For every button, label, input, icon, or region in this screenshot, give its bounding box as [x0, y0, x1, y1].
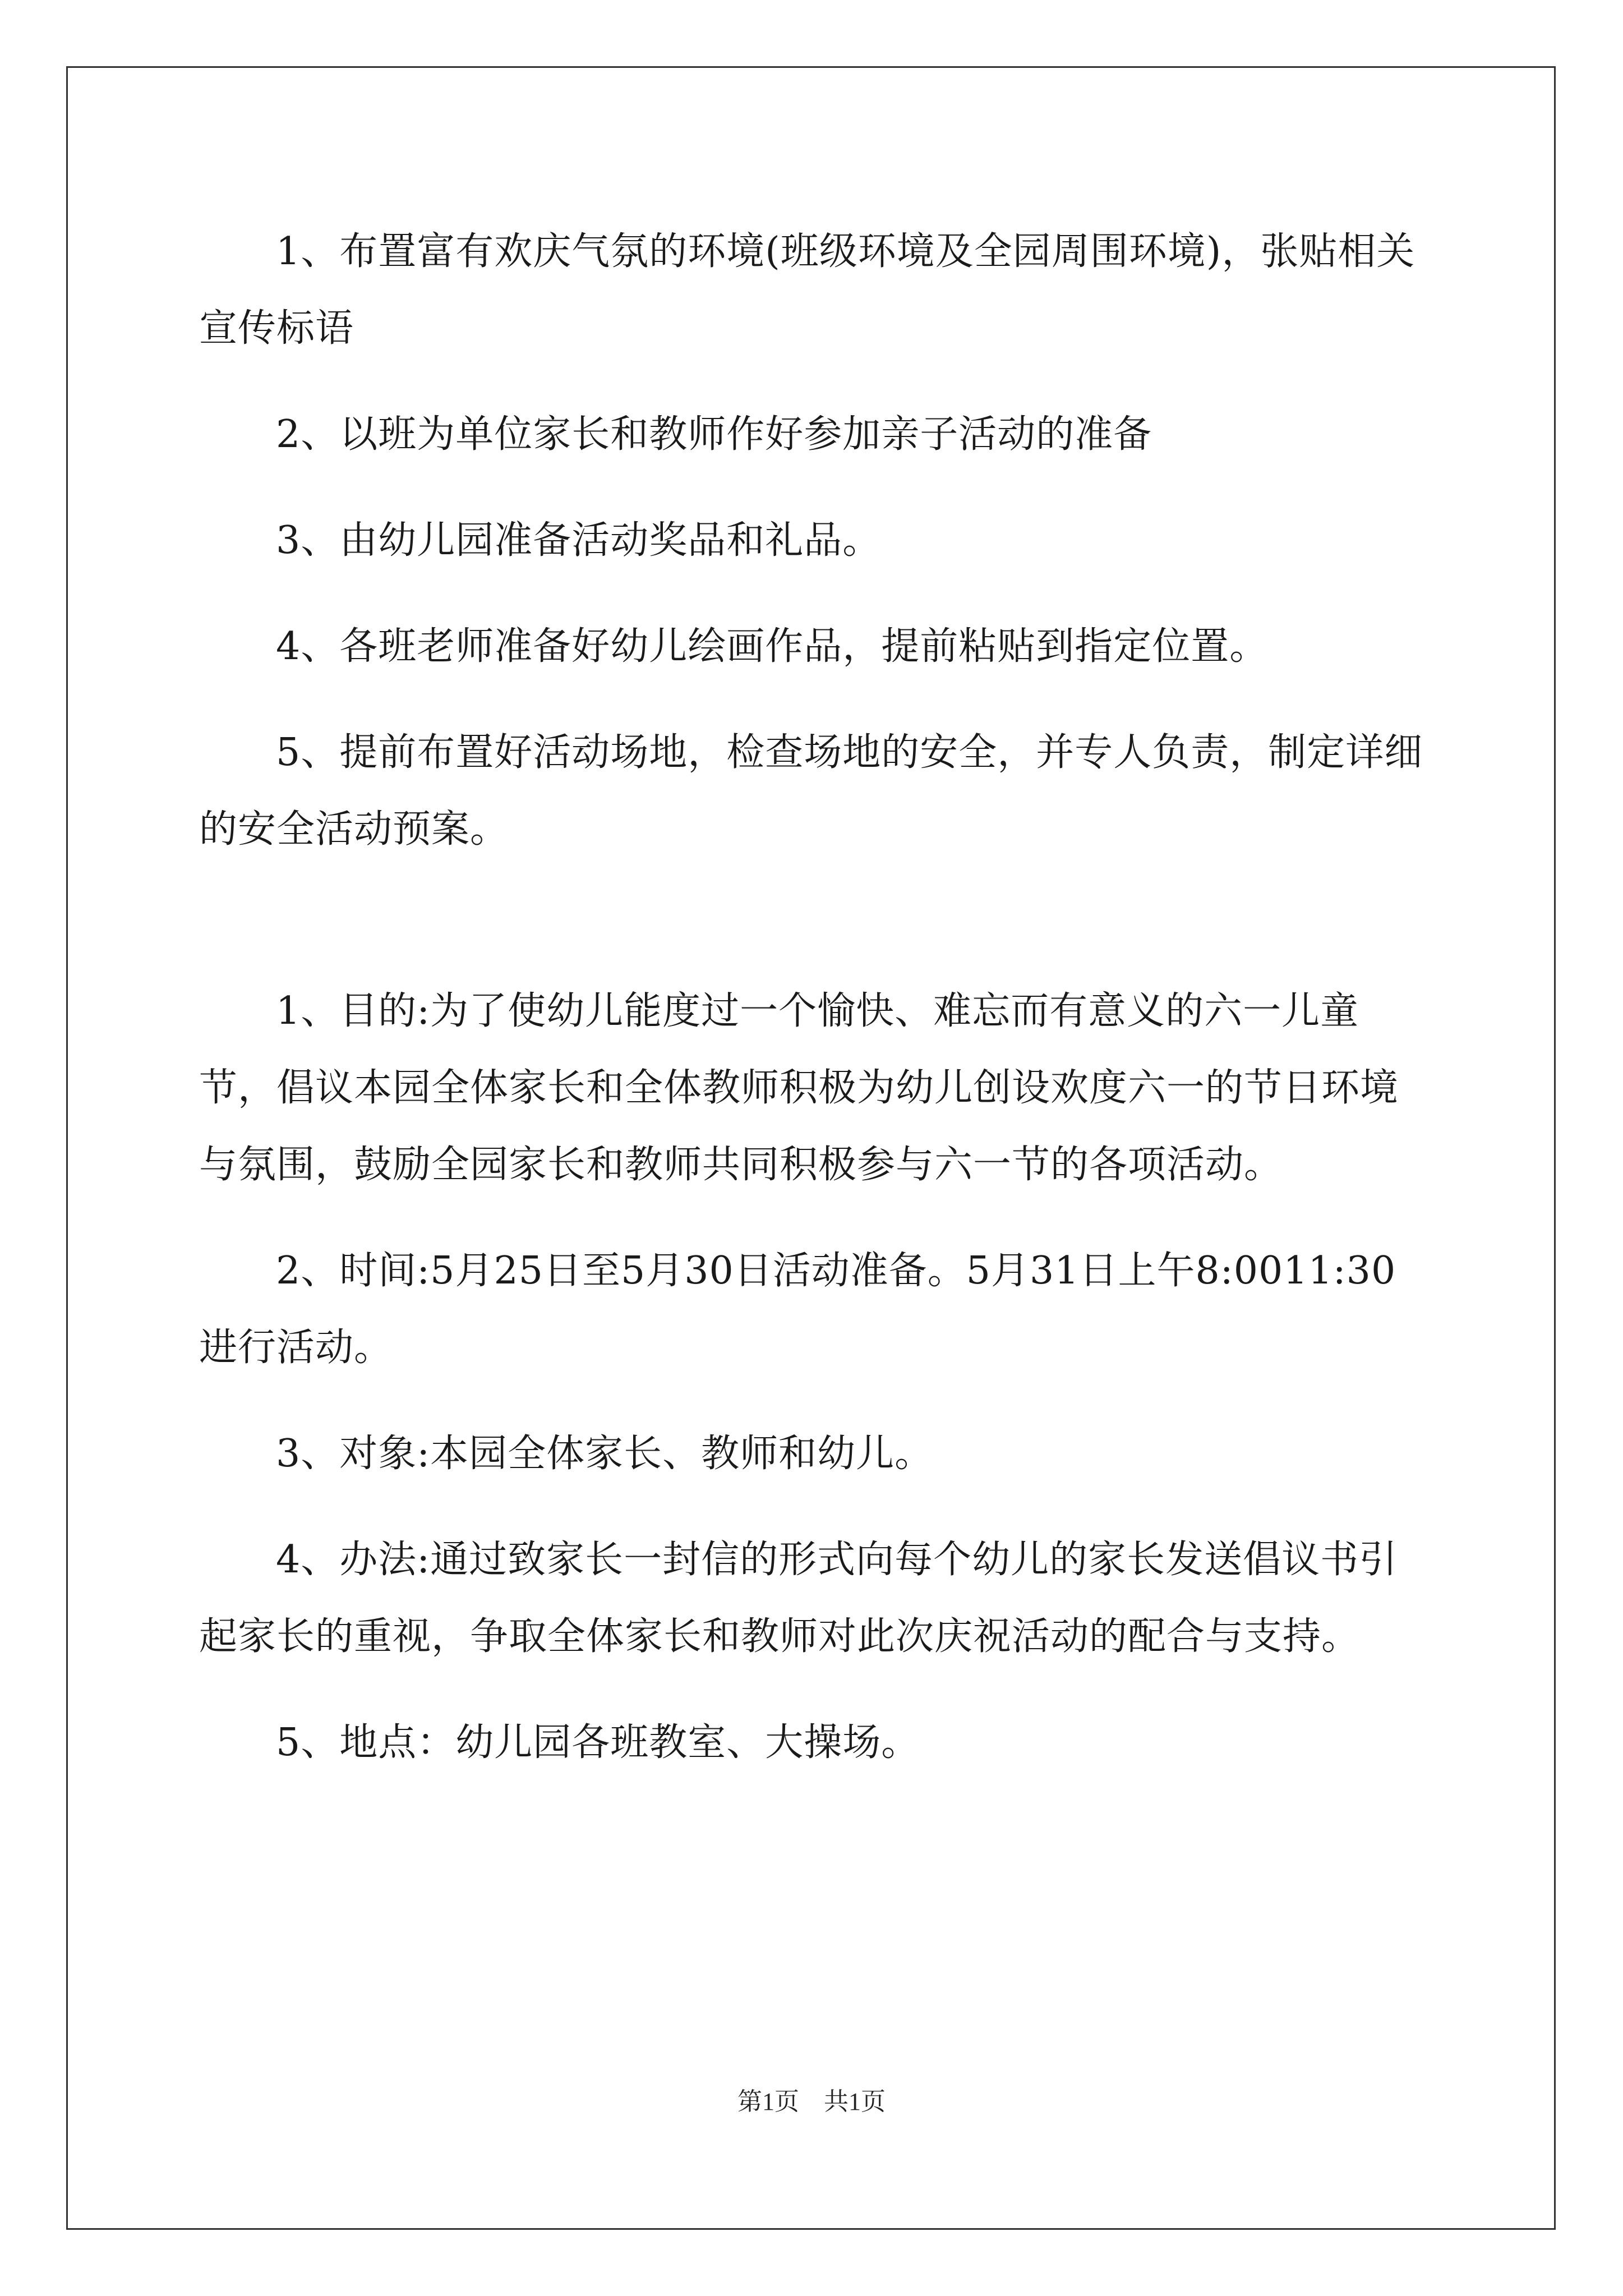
paragraph-preparation-3: 3、由幼儿园准备活动奖品和礼品。 [276, 518, 882, 563]
document-body [199, 213, 1427, 1810]
paragraph-preparation-5: 5、提前布置好活动场地，检查场地的安全，并专人负责，制定详细的安全活动预案。 [199, 730, 1423, 852]
paragraph-preparation-4: 4、各班老师准备好幼儿绘画作品，提前粘贴到指定位置。 [276, 624, 1269, 669]
paragraph-purpose: 1、目的:为了使幼儿能度过一个愉快、难忘而有意义的六一儿童节，倡议本园全体家长和全体教师积极为幼儿创设欢度六一的节日环境与氛围，鼓励全园家长和教师共同积极参与六一节的各项活动。 [199, 989, 1399, 1187]
paragraph-location: 5、地点：幼儿园各班教室、大操场。 [276, 1720, 920, 1765]
paragraph-preparation-2: 2、以班为单位家长和教师作好参加亲子活动的准备 [276, 412, 1152, 457]
section-gap [199, 897, 1427, 973]
paragraph-method: 4、办法:通过致家长一封信的形式向每个幼儿的家长发送倡议书引起家长的重视，争取全体家长和教师对此次庆祝活动的配合与支持。 [199, 1538, 1398, 1659]
paragraph-preparation-1: 1、布置富有欢庆气氛的环境(班级环境及全园周围环境)，张贴相关宣传标语 [199, 229, 1415, 351]
paragraph-time: 2、时间:5月25日至5月30日活动准备。5月31日上午8:0011:30进行活动。 [199, 1249, 1396, 1370]
page-footer: 第1页 共1页 [737, 2088, 886, 2115]
paragraph-audience: 3、对象:本园全体家长、教师和幼儿。 [276, 1432, 934, 1476]
